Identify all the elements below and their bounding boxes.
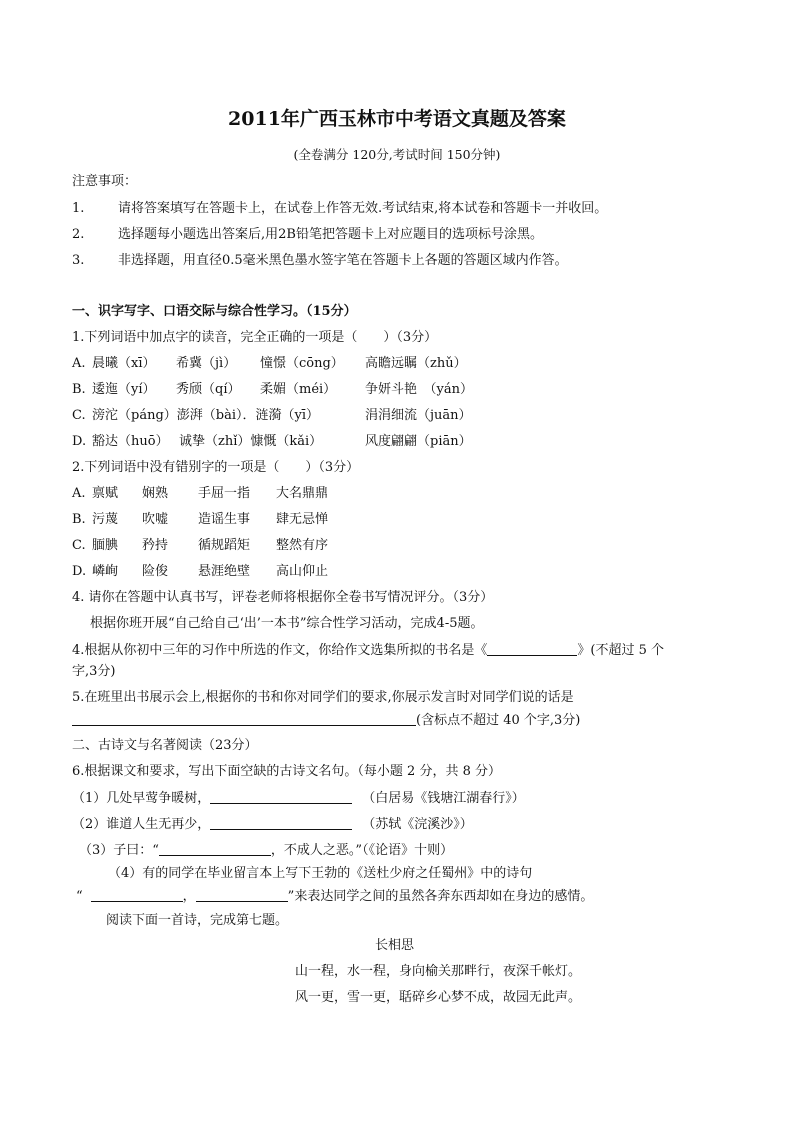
q6-item-1: （1）几处早莺争暖树， （白居易《钱塘江湖春行》） bbox=[72, 791, 525, 806]
poem-line-2: 风一更，雪一更，聒碎乡心梦不成，故园无此声。 bbox=[295, 990, 582, 1005]
reading-instruction: 阅读下面一首诗，完成第七题。 bbox=[106, 913, 289, 928]
q6-item-3: （3）子曰：“ ，不成人之恶。”（《论语》十则） bbox=[79, 843, 454, 858]
answer-blank bbox=[196, 887, 288, 902]
question-5-stem: 5.在班里出书展示会上,根据你的书和你对同学们的要求,你展示发言时对同学们说的话是 bbox=[72, 690, 574, 705]
page-title: 2011年广西玉林市中考语文真题及答案 bbox=[228, 108, 566, 130]
q1-option-a: A. 晨曦（xī） 希冀（jì） 憧憬（cōng） 高瞻远瞩（zhǔ） bbox=[72, 356, 467, 371]
question-5-answer-line: (含标点不超过 40 个字,3分) bbox=[72, 711, 580, 730]
q6-item-4-answer-line: “ ， ”来表达同学之间的虽然各奔东西却如在身边的感情。 bbox=[76, 889, 594, 904]
question-2-stem: 2.下列词语中没有错别字的一项是（ ）（3分） bbox=[72, 460, 360, 475]
q2-option-d: D. 嶙峋 险俊 悬涯绝壁 高山仰止 bbox=[72, 564, 329, 579]
answer-blank bbox=[210, 815, 352, 830]
answer-blank bbox=[210, 789, 352, 804]
q2-option-a: A. 禀赋 娴熟 手屈一指 大名鼎鼎 bbox=[72, 486, 329, 501]
question-4-book-title: 4.根据从你初中三年的习作中所选的作文，你给作文选集所拟的书名是《 》(不超过 5 个 bbox=[72, 643, 665, 658]
q6-item-2: （2）谁道人生无再少， （苏轼《浣溪沙》） bbox=[72, 817, 473, 832]
option-label: A. bbox=[72, 356, 86, 371]
section-1-heading: 一、识字写字、口语交际与综合性学习。（15分） bbox=[72, 304, 357, 319]
notice-item-2: 选择题每小题选出答案后,用2B铅笔把答题卡上对应题目的选项标号涂黑。 bbox=[118, 227, 543, 242]
notice-heading: 注意事项： bbox=[72, 174, 138, 189]
q1-option-b: B. 逶迤（yí） 秀颀（qí） 柔媚（méi） 争妍斗艳 （yán） bbox=[72, 382, 473, 397]
q1-option-d: D. 豁达（huō） 诚挚（zhǐ）慷慨（kǎi） 风度翩翩（piān） bbox=[72, 434, 472, 449]
question-4-note: 字,3分) bbox=[72, 664, 116, 679]
notice-item-1: 请将答案填写在答题卡上，在试卷上作答无效.考试结束,将本试卷和答题卡一并收回。 bbox=[118, 201, 608, 216]
notice-item-3: 非选择题，用直径0.5毫米黑色墨水签字笔在答题卡上各题的答题区域内作答。 bbox=[118, 253, 568, 268]
poem-title: 长相思 bbox=[375, 938, 415, 953]
notice-item-2-num: 2. bbox=[72, 227, 85, 242]
notice-item-1-num: 1. bbox=[72, 201, 85, 216]
answer-blank bbox=[487, 641, 577, 656]
q1-option-c: C. 滂沱（páng）澎湃（bài）．涟漪（yī） 涓涓细流（juān） bbox=[72, 408, 472, 423]
notice-item-3-num: 3. bbox=[72, 253, 85, 268]
question-6-stem: 6.根据课文和要求，写出下面空缺的古诗文名句。（每小题 2 分，共 8 分） bbox=[72, 764, 501, 779]
q2-option-c: C. 腼腆 矜持 循规蹈矩 整然有序 bbox=[72, 538, 329, 553]
intro-4-5: 根据你班开展“自己给自己‘出’一本书”综合性学习活动，完成4-5题。 bbox=[90, 616, 484, 631]
answer-blank bbox=[72, 711, 416, 726]
q6-item-4: （4）有的同学在毕业留言本上写下王勃的《送杜少府之任蜀州》中的诗句 bbox=[108, 866, 533, 881]
poem-line-1: 山一程，水一程，身向榆关那畔行，夜深千帐灯。 bbox=[295, 964, 582, 979]
answer-blank bbox=[91, 887, 183, 902]
section-2-heading: 二、古诗文与名著阅读（23分） bbox=[72, 738, 258, 753]
question-1-stem: 1.下列词语中加点字的读音，完全正确的一项是（ ）（3分） bbox=[72, 330, 438, 345]
question-4-handwriting: 4. 请你在答题中认真书写，评卷老师将根据你全卷书写情况评分。（3分） bbox=[72, 590, 494, 605]
q2-option-b: B. 污蔑 吹嘘 造谣生事 肆无忌惮 bbox=[72, 512, 329, 527]
subtitle: (全卷满分 120分,考试时间 150分钟) bbox=[293, 147, 501, 162]
answer-blank bbox=[159, 841, 271, 856]
